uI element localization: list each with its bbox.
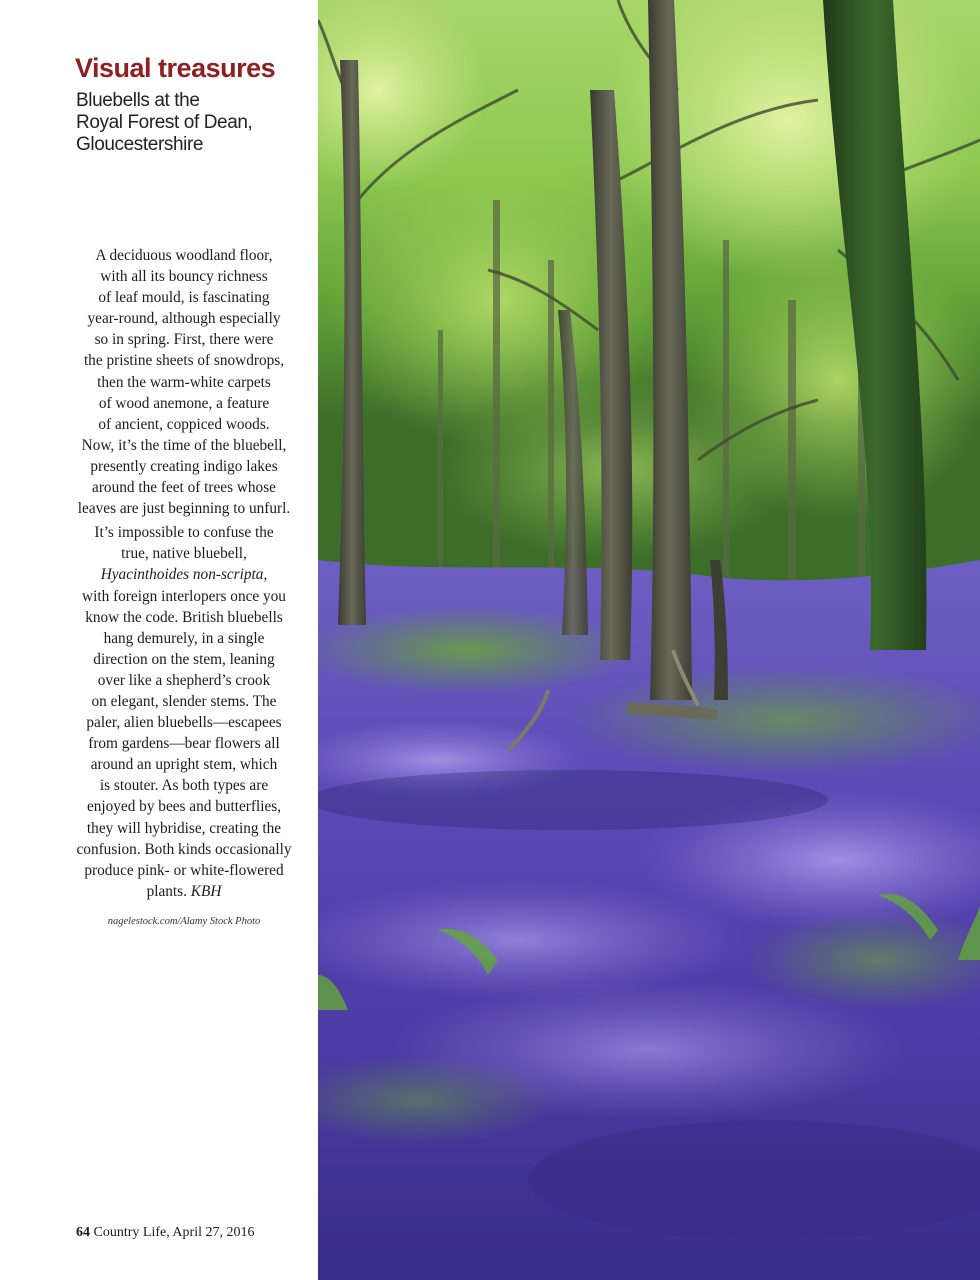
tree-shadow <box>318 770 828 830</box>
body-line: Now, it’s the time of the bluebell, <box>81 436 287 454</box>
body-line: confusion. Both kinds occasionally <box>76 840 292 858</box>
subtitle-line: Royal Forest of Dean, <box>76 112 253 133</box>
article-subtitle <box>76 90 306 156</box>
body-line: they will hybridise, creating the <box>86 819 282 837</box>
body-line: hang demurely, in a single <box>103 629 265 647</box>
body-line: A deciduous woodland floor, <box>95 247 273 264</box>
article-title: Visual treasures <box>75 53 276 83</box>
body-line: produce pink- or white-flowered <box>84 861 284 879</box>
photo-credit: nagelestock.com/Alamy Stock Photo <box>107 916 261 927</box>
bluebell-woodland-photo <box>318 0 980 1280</box>
body-line: presently creating indigo lakes <box>90 457 278 475</box>
body-text: plants. <box>146 882 187 900</box>
text-column <box>0 0 318 1280</box>
publication-info: Country Life, April 27, 2016 <box>93 1225 255 1240</box>
body-line: around the feet of trees whose <box>92 479 276 497</box>
body-line: It’s impossible to confuse the <box>94 524 274 542</box>
body-line: of ancient, coppiced woods. <box>98 415 270 433</box>
page-folio <box>76 1225 255 1241</box>
body-line: so in spring. First, there were <box>94 331 274 349</box>
body-line: of leaf mould, is fascinating <box>98 289 270 307</box>
body-line: from gardens—bear flowers all <box>88 735 280 753</box>
species-name: Hyacinthoides non-scripta <box>100 566 264 584</box>
body-line: direction on the stem, leaning <box>93 650 275 668</box>
author-signature: KBH <box>190 882 222 900</box>
body-line: know the code. British bluebells <box>85 608 283 626</box>
body-line: enjoyed by bees and butterflies, <box>86 798 282 816</box>
body-line: leaves are just beginning to unfurl. <box>77 500 291 518</box>
body-line: true, native bluebell, <box>121 545 247 563</box>
body-line: around an upright stem, which <box>90 756 278 774</box>
body-line: with foreign interlopers once you <box>82 587 286 605</box>
page-number: 64 <box>76 1225 90 1240</box>
subtitle-line: Gloucestershire <box>76 134 204 155</box>
body-paragraph-2 <box>70 522 298 902</box>
body-line: then the warm-white carpets <box>97 373 271 391</box>
last-line <box>70 881 298 902</box>
body-line: over like a shepherd’s crook <box>97 671 271 689</box>
subtitle-line: Bluebells at the <box>76 90 200 111</box>
body-line: paler, alien bluebells—escapees <box>86 714 282 732</box>
body-line: with all its bouncy richness <box>100 268 268 286</box>
species-punctuation: , <box>263 566 268 584</box>
body-line: the pristine sheets of snowdrops, <box>83 352 285 370</box>
body-line: is stouter. As both types are <box>99 777 269 795</box>
body-paragraph-1 <box>70 245 298 519</box>
body-line: on elegant, slender stems. The <box>91 692 277 710</box>
body-line: year-round, although especially <box>87 310 281 328</box>
species-line <box>70 564 298 585</box>
body-line: of wood anemone, a feature <box>98 394 270 412</box>
photo-illustration <box>318 0 980 1280</box>
article-body <box>70 245 298 902</box>
